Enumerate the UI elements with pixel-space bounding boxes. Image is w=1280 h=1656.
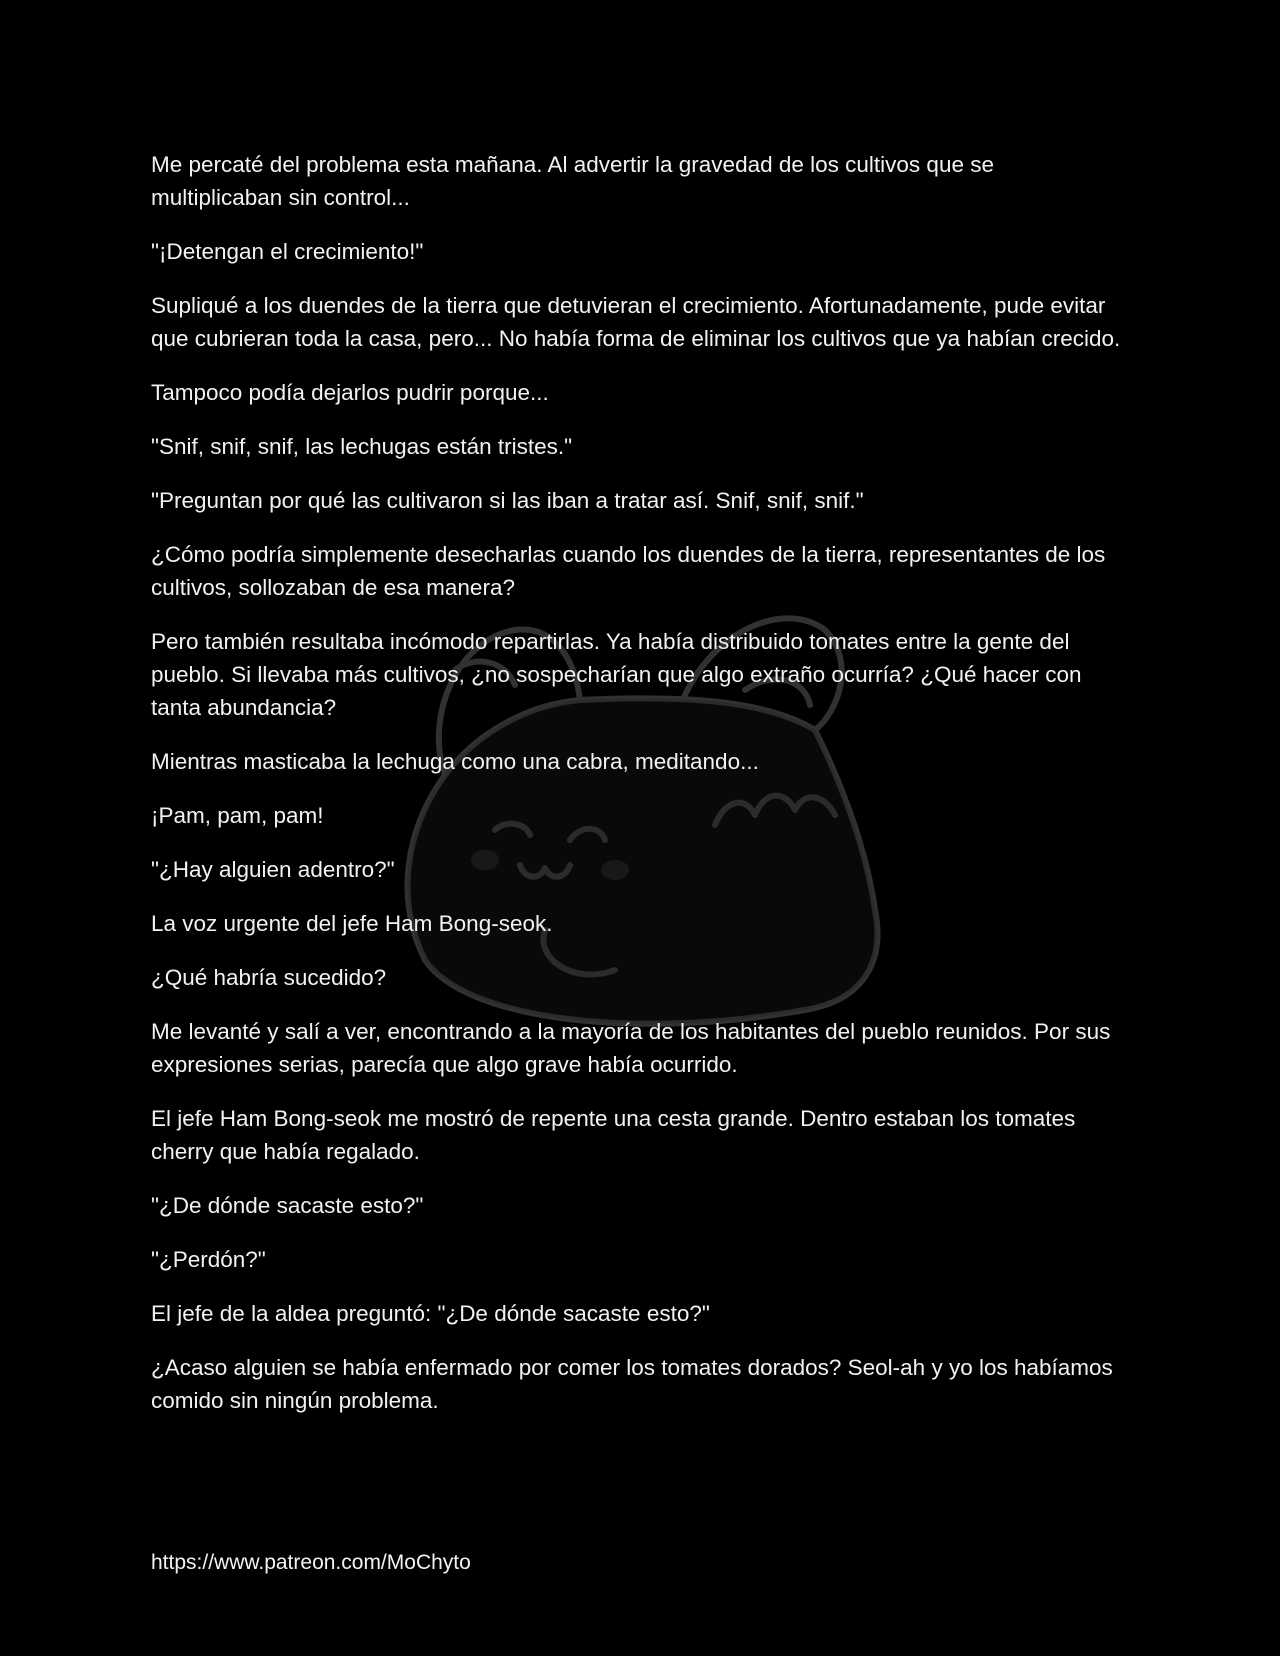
paragraph: "Preguntan por qué las cultivaron si las iban a tratar así. Snif, snif, snif." bbox=[151, 488, 864, 513]
paragraph: El jefe de la aldea preguntó: "¿De dónde sacaste esto?" bbox=[151, 1301, 710, 1326]
paragraph: Mientras masticaba la lechuga como una cabra, meditando... bbox=[151, 749, 759, 774]
paragraph: Me percaté del problema esta mañana. Al advertir la gravedad de los cultivos que se multiplicaban sin control... bbox=[151, 152, 994, 210]
patreon-link[interactable]: https://www.patreon.com/MoChyto bbox=[151, 1551, 471, 1574]
paragraph: La voz urgente del jefe Ham Bong-seok. bbox=[151, 911, 553, 936]
paragraph: ¿Cómo podría simplemente desecharlas cuando los duendes de la tierra, representantes de los cultivos, sollozaban de esa manera? bbox=[151, 542, 1106, 600]
paragraph: El jefe Ham Bong-seok me mostró de repente una cesta grande. Dentro estaban los tomates cherry que había regalado. bbox=[151, 1106, 1076, 1164]
paragraph: "¿De dónde sacaste esto?" bbox=[151, 1193, 424, 1218]
paragraph: Tampoco podía dejarlos pudrir porque... bbox=[151, 380, 549, 405]
paragraph: "¡Detengan el crecimiento!" bbox=[151, 239, 424, 264]
paragraph: "Snif, snif, snif, las lechugas están tristes." bbox=[151, 434, 573, 459]
paragraph: Pero también resultaba incómodo repartirlas. Ya había distribuido tomates entre la gente del pueblo. Si llevaba más cultivos, ¿no sospecharían que algo extraño ocurría? ¿Qué hacer con tanta abundancia? bbox=[151, 629, 1082, 720]
paragraph: "¿Perdón?" bbox=[151, 1247, 266, 1272]
paragraph: ¡Pam, pam, pam! bbox=[151, 803, 324, 828]
chapter-text bbox=[151, 148, 1131, 1438]
paragraph: Me levanté y salí a ver, encontrando a la mayoría de los habitantes del pueblo reunidos. Por sus expresiones serias, parecía que algo grave había ocurrido. bbox=[151, 1019, 1111, 1077]
paragraph: "¿Hay alguien adentro?" bbox=[151, 857, 395, 882]
paragraph: Supliqué a los duendes de la tierra que detuvieran el crecimiento. Afortunadamente, pude evitar que cubrieran toda la casa, pero... No había forma de eliminar los cultivos que ya habían crecido. bbox=[151, 293, 1121, 351]
paragraph: ¿Acaso alguien se había enfermado por comer los tomates dorados? Seol-ah y yo los habíamos comido sin ningún problema. bbox=[151, 1355, 1113, 1413]
paragraph: ¿Qué habría sucedido? bbox=[151, 965, 387, 990]
